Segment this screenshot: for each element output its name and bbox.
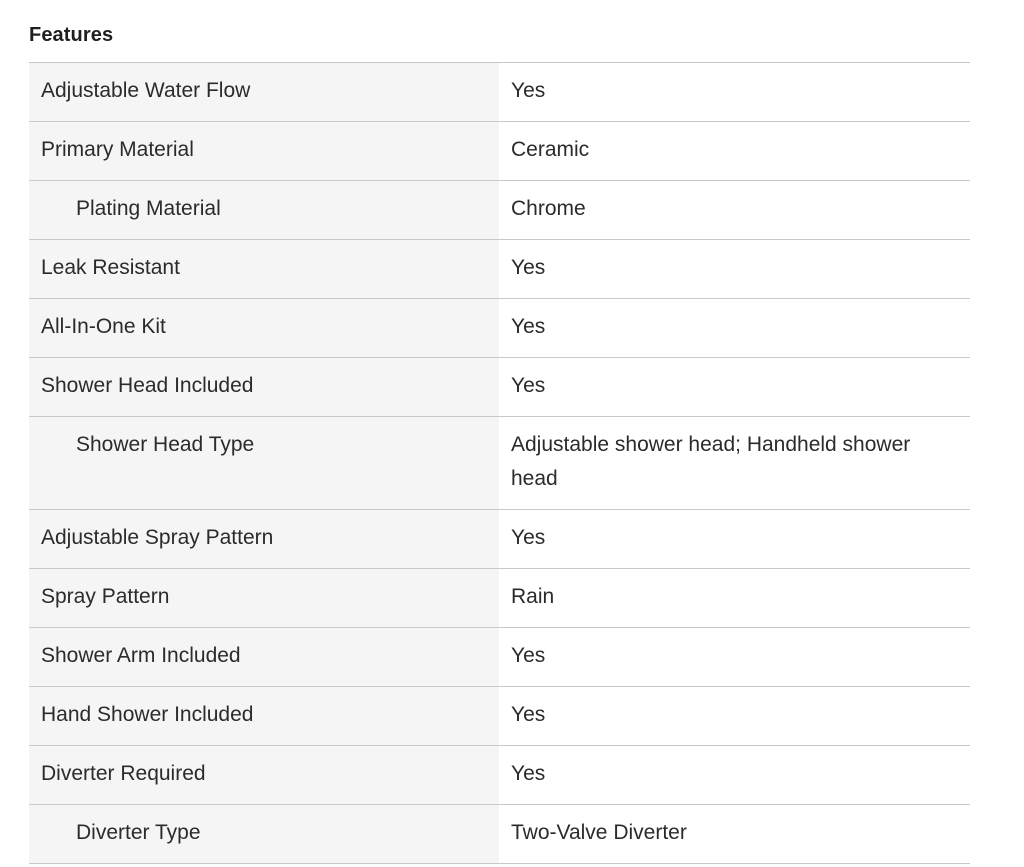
- feature-value: Chrome: [499, 181, 970, 240]
- table-row: [29, 687, 970, 746]
- feature-value: Yes: [499, 358, 970, 417]
- feature-value: Ceramic: [499, 122, 970, 181]
- table-row: [29, 181, 970, 240]
- table-row: [29, 240, 970, 299]
- table-row: [29, 358, 970, 417]
- feature-value: Yes: [499, 687, 970, 746]
- table-row: [29, 122, 970, 181]
- feature-label: Diverter Type: [29, 805, 499, 864]
- feature-label: Diverter Required: [29, 746, 499, 805]
- table-row: [29, 299, 970, 358]
- table-row: [29, 510, 970, 569]
- feature-value: Yes: [499, 628, 970, 687]
- feature-label: Spray Pattern: [29, 569, 499, 628]
- features-table: [29, 62, 970, 864]
- table-row: [29, 628, 970, 687]
- feature-label: Plating Material: [29, 181, 499, 240]
- table-row: [29, 569, 970, 628]
- table-row: [29, 746, 970, 805]
- feature-value: Yes: [499, 510, 970, 569]
- feature-label: Shower Head Included: [29, 358, 499, 417]
- section-title: Features: [29, 24, 114, 46]
- feature-value: Yes: [499, 63, 970, 122]
- table-row: [29, 805, 970, 864]
- feature-label: Shower Head Type: [29, 417, 499, 510]
- feature-label: Primary Material: [29, 122, 499, 181]
- table-row: [29, 63, 970, 122]
- feature-label: Hand Shower Included: [29, 687, 499, 746]
- table-row: [29, 417, 970, 510]
- feature-value: Yes: [499, 240, 970, 299]
- feature-value: Adjustable shower head; Handheld shower head: [499, 417, 970, 510]
- features-section: [29, 0, 970, 864]
- feature-value: Two-Valve Diverter: [499, 805, 970, 864]
- feature-value: Yes: [499, 299, 970, 358]
- feature-label: All-In-One Kit: [29, 299, 499, 358]
- feature-label: Adjustable Spray Pattern: [29, 510, 499, 569]
- feature-label: Shower Arm Included: [29, 628, 499, 687]
- feature-value: Yes: [499, 746, 970, 805]
- feature-label: Leak Resistant: [29, 240, 499, 299]
- feature-label: Adjustable Water Flow: [29, 63, 499, 122]
- feature-value: Rain: [499, 569, 970, 628]
